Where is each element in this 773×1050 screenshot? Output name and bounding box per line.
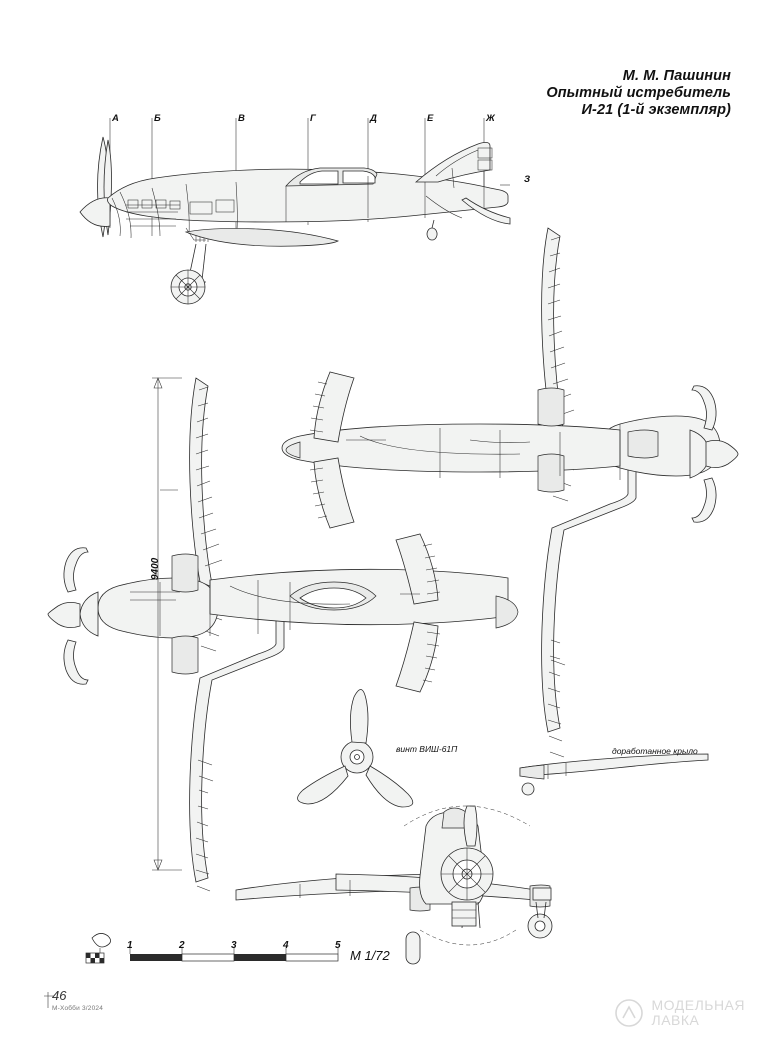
- station-label-zh: Ж: [486, 113, 495, 124]
- scale-tick-5: 5: [335, 940, 341, 951]
- top-plan-view: [282, 228, 738, 757]
- watermark-line-2: ЛАВКА: [651, 1012, 700, 1028]
- station-label-e: Е: [427, 113, 434, 124]
- modified-wing-annotation: доработанное крыло: [612, 746, 698, 756]
- station-label-d: Д: [370, 113, 377, 124]
- watermark-line-1: МОДЕЛЬНАЯ: [651, 997, 745, 1013]
- station-label-a: А: [112, 113, 119, 124]
- station-label-g: Г: [310, 113, 316, 124]
- watermark-logo-icon: [614, 998, 644, 1028]
- station-label-z: З: [524, 174, 531, 185]
- footer-credit: М-Хобби 3/2024: [52, 1005, 104, 1012]
- scale-tick-3: 3: [231, 940, 237, 951]
- title-line-2: Опытный истребитель: [546, 85, 731, 101]
- title-block: [546, 68, 731, 119]
- page-number: 46: [52, 988, 67, 1003]
- scale-bar: [86, 933, 338, 963]
- oval-detail: [406, 932, 420, 964]
- title-line-3: И-21 (1-й экземпляр): [581, 102, 731, 118]
- scale-label: М 1/72: [350, 948, 390, 963]
- front-view: [236, 806, 552, 945]
- station-label-b: Б: [154, 113, 161, 124]
- watermark: [614, 998, 746, 1028]
- modified-wing-detail: [520, 754, 708, 795]
- side-view: [80, 118, 510, 304]
- station-label-v: В: [238, 113, 245, 124]
- wingspan-dimension-label: 9400: [150, 557, 161, 580]
- scale-tick-4: 4: [283, 940, 289, 951]
- scale-tick-1: 1: [127, 940, 133, 951]
- scale-tick-2: 2: [179, 940, 185, 951]
- propeller-annotation: винт ВИШ-61П: [396, 744, 458, 754]
- title-line-1: М. М. Пашинин: [622, 68, 731, 84]
